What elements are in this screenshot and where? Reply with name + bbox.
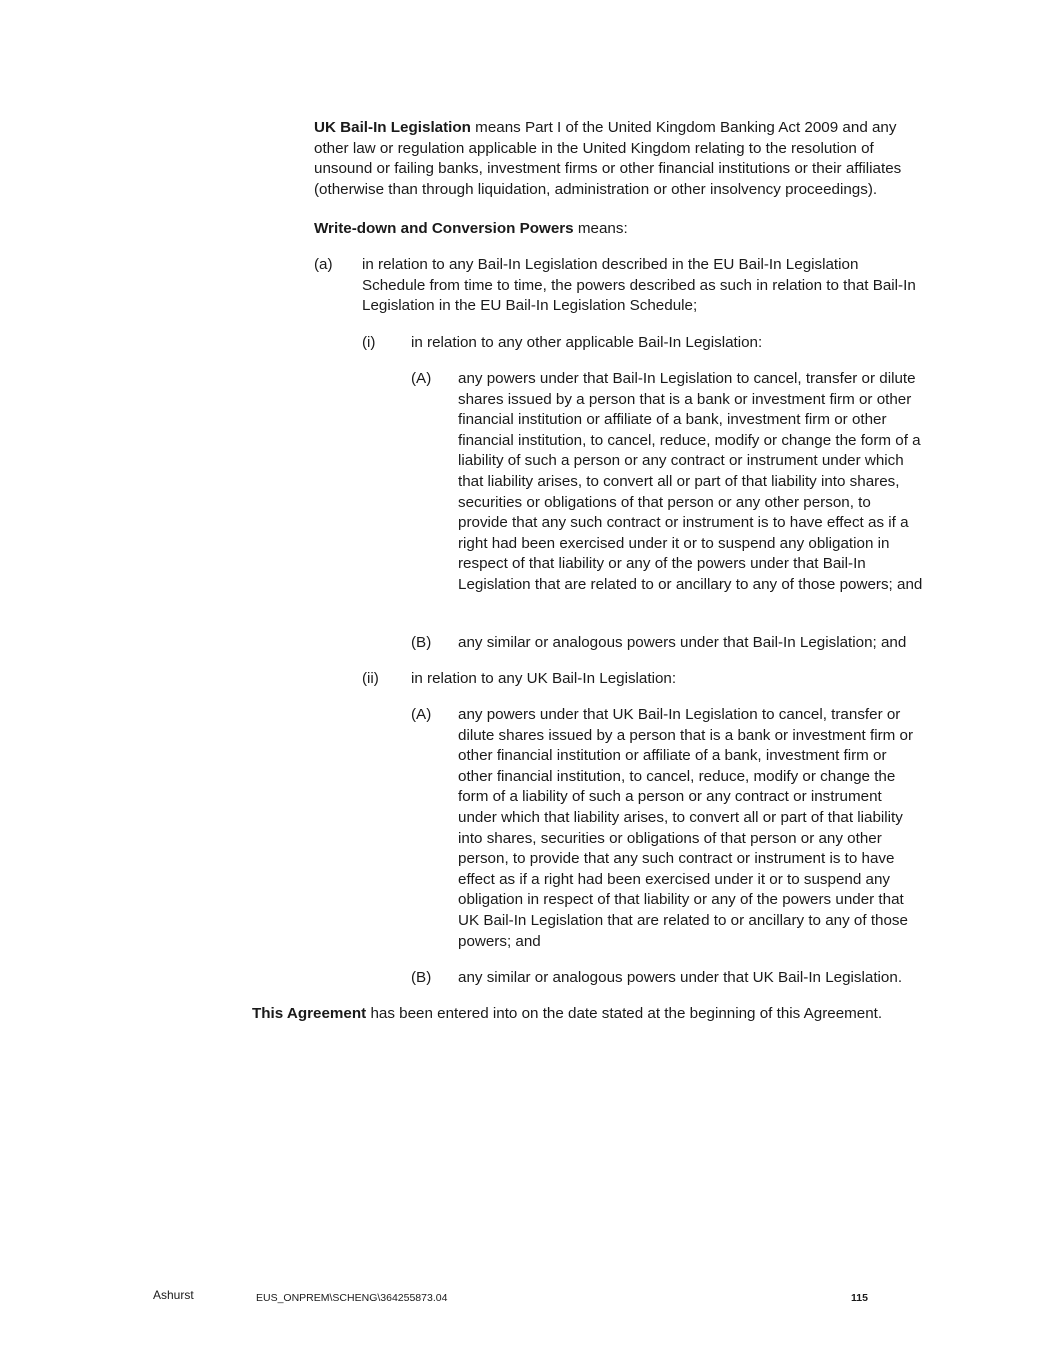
footer-firm-name: Ashurst <box>153 1288 194 1302</box>
definition-text: means: <box>573 220 628 237</box>
clause-label: (B) <box>411 969 432 986</box>
clause-text: in relation to any Bail-In Legislation described in the EU Bail-In Legislation Schedule from time to time, the powers described as such in relation to that Bail-In Legislation in the EU Bail-In Legislation Schedule; <box>362 256 916 315</box>
clause-label: (ii) <box>362 670 379 687</box>
clause-text: any powers under that Bail-In Legislation to cancel, transfer or dilute shares issued by a person that is a bank or investment firm or other financial institution or affiliate of a bank, investment firm or other financial institution, to cancel, reduce, modify or change the form of a liability of such a person or any contract or instrument under which that liability arises, to convert all or part of that liability into shares, securities or obligations of that person or any other person, to provide that any such contract or instrument is to have effect as if a right had been exercised under it or to suspend any obligation in respect of that liability or any of the powers under that Bail-In Legislation that are related to or ancillary to any of those powers; and <box>458 370 923 593</box>
defined-term: Write-down and Conversion Powers <box>314 220 574 237</box>
clause-text: any similar or analogous powers under that UK Bail-In Legislation. <box>458 969 903 986</box>
clause-text: any powers under that UK Bail-In Legislation to cancel, transfer or dilute shares issued by a person that is a bank or investment firm or other financial institution or affiliate of a bank, investment firm or other financial institution, to cancel, reduce, modify or change the form of a liability of such a person or any contract or instrument under which that liability arises, to convert all or part of that liability into shares, securities or obligations of that person or any other person, to provide that any such contract or instrument is to have effect as if a right had been exercised under it or to suspend any obligation in respect of that liability or any of the powers under that UK Bail-In Legislation that are related to or ancillary to any of those powers; and <box>458 706 914 950</box>
clause-label: (A) <box>411 370 432 387</box>
definition-text: means Part I of the United Kingdom Banking Act 2009 and any other law or regulation applicable in the United Kingdom relating to the resolution of unsound or failing banks, investment firms or other financial institutions or their affiliates (otherwise than through liquidation, administration or other insolvency proceedings). <box>314 119 902 198</box>
footer-document-reference: EUS_ONPREM\SCHENG\364255873.04 <box>256 1292 448 1304</box>
definition-write-down-conversion-powers <box>314 219 924 240</box>
closing-text: has been entered into on the date stated at the beginning of this Agreement. <box>366 1005 883 1022</box>
closing-statement <box>252 1004 932 1025</box>
defined-term: UK Bail-In Legislation <box>314 119 471 136</box>
clause-text: in relation to any other applicable Bail-In Legislation: <box>411 334 763 351</box>
clause-text: any similar or analogous powers under that Bail-In Legislation; and <box>458 634 907 651</box>
clause-label: (i) <box>362 334 376 351</box>
defined-term: This Agreement <box>252 1005 367 1022</box>
clause-label: (a) <box>314 256 333 273</box>
clause-label: (B) <box>411 634 432 651</box>
footer-page-number: 115 <box>851 1292 868 1304</box>
clause-text: in relation to any UK Bail-In Legislation: <box>411 670 677 687</box>
clause-label: (A) <box>411 706 432 723</box>
definition-uk-bail-in-legislation <box>314 118 924 200</box>
